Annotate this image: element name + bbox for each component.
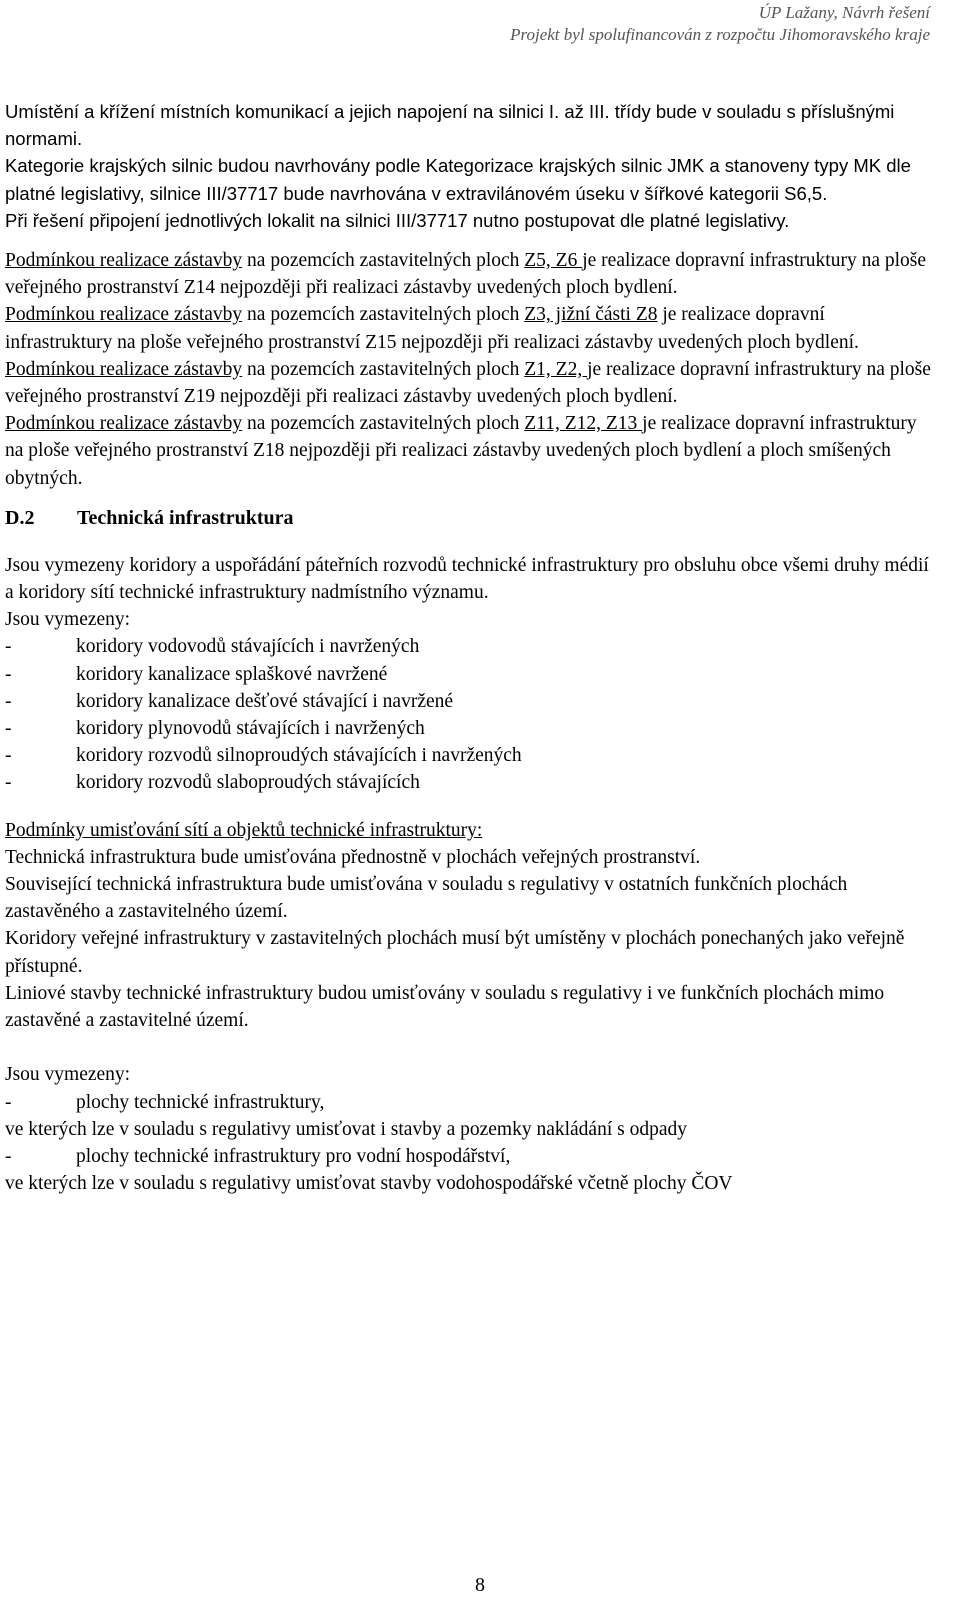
road-rules-paragraph-2: Kategorie krajských silnic budou navrhovány podle Kategorizace krajských silnic JMK a stanoveny typy MK dle platné legislativy, silnice III/37717 bude navrhována v extravilánovém úseku v šířkové kategorii S6,5. bbox=[5, 155, 911, 204]
list-item-text: koridory vodovodů stávajících i navržených bbox=[76, 636, 420, 658]
area-note: ve kterých lze v souladu s regulativy umisťovat stavby vodohospodářské včetně plochy ČOV bbox=[5, 1173, 733, 1195]
list-item bbox=[5, 1089, 935, 1116]
list-item-text: koridory kanalizace dešťové stávající i navržené bbox=[76, 690, 454, 712]
list-item-text: plochy technické infrastruktury, bbox=[76, 1091, 325, 1113]
road-rules-paragraph-1: Umístění a křížení místních komunikací a jejich napojení na silnici I. až III. třídy bude v souladu s příslušnými normami. bbox=[5, 101, 895, 150]
placement-paragraph: Související technická infrastruktura bude umisťována v souladu s regulativy v ostatních funkčních plochách zastavěného a zastavitelného území. bbox=[5, 874, 848, 923]
road-rules-block bbox=[5, 98, 935, 234]
list-item bbox=[5, 742, 935, 769]
list-dash: - bbox=[5, 663, 12, 685]
condition-plots: Z1, Z2, bbox=[524, 358, 588, 380]
list-dash: - bbox=[5, 690, 12, 712]
condition-plots: Z5, Z6 bbox=[524, 250, 583, 272]
placement-heading: Podmínky umisťování sítí a objektů technické infrastruktury: bbox=[5, 819, 483, 841]
condition-tail: je realizace dopravní infrastruktury na ploše veřejného prostranství Z18 nejpozději při realizaci zástavby uvedených ploch bydlení a ploch smíšených obytných. bbox=[5, 413, 917, 489]
condition-paragraph bbox=[5, 301, 935, 355]
condition-lead: Podmínkou realizace zástavby bbox=[5, 304, 243, 326]
condition-paragraph bbox=[5, 410, 935, 492]
condition-plots: Z3, jižní části Z8 bbox=[524, 304, 658, 326]
condition-paragraph bbox=[5, 356, 935, 410]
section-title: Technická infrastruktura bbox=[77, 506, 294, 529]
list-item bbox=[5, 688, 935, 715]
section-number: D.2 bbox=[5, 506, 35, 529]
intro-paragraph: Jsou vymezeny koridory a uspořádání páteřních rozvodů technické infrastruktury pro obsluhu obce všemi druhy médií a koridory sítí technické infrastruktury nadmístního významu. bbox=[5, 554, 929, 604]
corridor-list bbox=[5, 633, 935, 796]
list-dash: - bbox=[5, 745, 12, 767]
condition-lead: Podmínkou realizace zástavby bbox=[5, 358, 243, 380]
defined-label: Jsou vymezeny: bbox=[5, 609, 131, 631]
condition-mid: na pozemcích zastavitelných ploch bbox=[242, 413, 525, 435]
condition-tail: je realizace dopravní infrastruktury na ploše veřejného prostranství Z19 nejpozději při realizaci zástavby uvedených ploch bydlení. bbox=[5, 358, 931, 408]
placement-paragraph: Liniové stavby technické infrastruktury budou umisťovány v souladu s regulativy i ve funkčních plochách mimo zastavěné a zastavitelné území. bbox=[5, 982, 885, 1032]
list-item bbox=[5, 1143, 935, 1170]
placement-paragraph: Koridory veřejné infrastruktury v zastavitelných plochách musí být umístěny v plochách ponechaných jako veřejně přístupné. bbox=[5, 928, 905, 977]
header-funding-note: Projekt byl spolufinancován z rozpočtu Jihomoravského kraje bbox=[510, 25, 930, 44]
condition-tail: je realizace dopravní infrastruktury na ploše veřejného prostranství Z14 nejpozději při realizaci zástavby uvedených ploch bydlení. bbox=[5, 250, 927, 299]
page-content bbox=[5, 98, 935, 1197]
condition-plots: Z11, Z12, Z13 bbox=[524, 413, 643, 435]
areas-label: Jsou vymezeny: bbox=[5, 1064, 131, 1086]
list-dash: - bbox=[5, 1145, 12, 1167]
condition-mid: na pozemcích zastavitelných ploch bbox=[242, 304, 525, 326]
list-dash: - bbox=[5, 772, 12, 794]
condition-tail: je realizace dopravní infrastruktury na ploše veřejného prostranství Z15 nejpozději při realizaci zástavby uvedených ploch bydlení. bbox=[5, 304, 859, 353]
condition-lead: Podmínkou realizace zástavby bbox=[5, 250, 243, 272]
road-rules-paragraph-3: Při řešení připojení jednotlivých lokalit na silnici III/37717 nutno postupovat dle platné legislativy. bbox=[5, 209, 790, 231]
condition-lead: Podmínkou realizace zástavby bbox=[5, 413, 243, 435]
list-item bbox=[5, 633, 935, 660]
condition-paragraph bbox=[5, 247, 935, 301]
condition-mid: na pozemcích zastavitelných ploch bbox=[242, 358, 525, 380]
list-item-text: koridory rozvodů slaboproudých stávajících bbox=[76, 772, 420, 794]
list-dash: - bbox=[5, 1091, 12, 1113]
list-item bbox=[5, 661, 935, 688]
condition-mid: na pozemcích zastavitelných ploch bbox=[242, 250, 525, 272]
page-header bbox=[510, 2, 930, 46]
list-item bbox=[5, 715, 935, 742]
header-title: ÚP Lažany, Návrh řešení bbox=[758, 3, 930, 22]
page-number: 8 bbox=[475, 1574, 485, 1596]
area-note: ve kterých lze v souladu s regulativy umisťovat i stavby a pozemky nakládání s odpady bbox=[5, 1118, 687, 1140]
section-heading bbox=[5, 505, 935, 532]
list-item-text: koridory plynovodů stávajících i navržených bbox=[76, 718, 425, 740]
list-item-text: plochy technické infrastruktury pro vodní hospodářství, bbox=[76, 1145, 511, 1167]
conditions-block bbox=[5, 247, 935, 492]
list-item-text: koridory rozvodů silnoproudých stávajících i navržených bbox=[76, 745, 522, 767]
placement-paragraph: Technická infrastruktura bude umisťována přednostně v plochách veřejných prostranství. bbox=[5, 846, 701, 868]
list-dash: - bbox=[5, 636, 12, 658]
list-dash: - bbox=[5, 718, 12, 740]
list-item-text: koridory kanalizace splaškové navržené bbox=[76, 663, 388, 685]
list-item bbox=[5, 769, 935, 796]
